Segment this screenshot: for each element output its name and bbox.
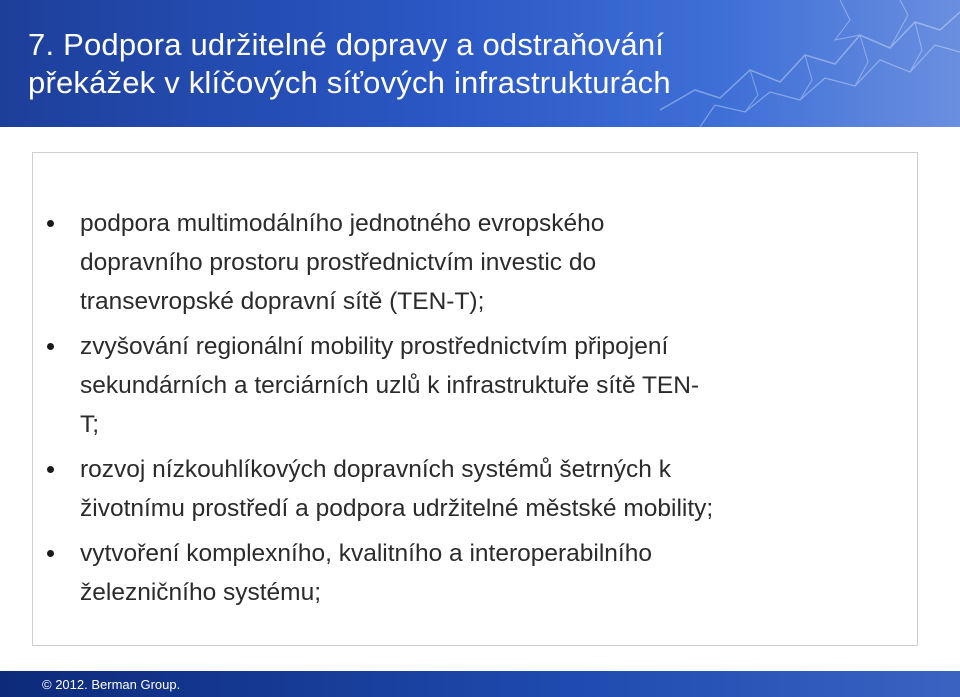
bullet-item [33, 450, 917, 528]
bullet-dot-icon [47, 466, 54, 473]
map-outline-decoration [640, 0, 960, 127]
bullet-text-line: rozvoj nízkouhlíkových dopravních systémů šetrných k [80, 456, 671, 483]
copyright-text: © 2012. Berman Group. [42, 677, 181, 692]
slide-title [28, 26, 671, 102]
bullet-item [33, 204, 917, 321]
bullet-dot-icon [47, 220, 54, 227]
bullet-item [33, 534, 917, 612]
bullet-dot-icon [47, 343, 54, 350]
bullet-text-line: dopravního prostoru prostřednictvím investic do [80, 249, 597, 276]
bullet-text-line: T; [80, 411, 100, 438]
slide-title-line: 7. Podpora udržitelné dopravy a odstraňování [28, 27, 665, 62]
bullet-dot-icon [47, 550, 54, 557]
slide-title-line: překážek v klíčových síťových infrastrukturách [28, 65, 671, 100]
bullet-text-line: životnímu prostředí a podpora udržitelné městské mobility; [80, 495, 714, 522]
bullet-text-line: zvyšování regionální mobility prostřednictvím připojení [80, 333, 669, 360]
content-box [32, 152, 918, 646]
bullet-item [33, 327, 917, 444]
bullet-list [33, 204, 917, 618]
title-band [0, 0, 960, 127]
bullet-text-line: transevropské dopravní sítě (TEN-T); [80, 288, 485, 315]
bullet-text-line: vytvoření komplexního, kvalitního a interoperabilního [80, 540, 652, 567]
bullet-text-line: železničního systému; [80, 579, 322, 606]
bullet-text-line: sekundárních a terciárních uzlů k infrastruktuře sítě TEN- [80, 372, 700, 399]
bullet-text-line: podpora multimodálního jednotného evropského [80, 210, 605, 237]
footer-band [0, 671, 960, 697]
